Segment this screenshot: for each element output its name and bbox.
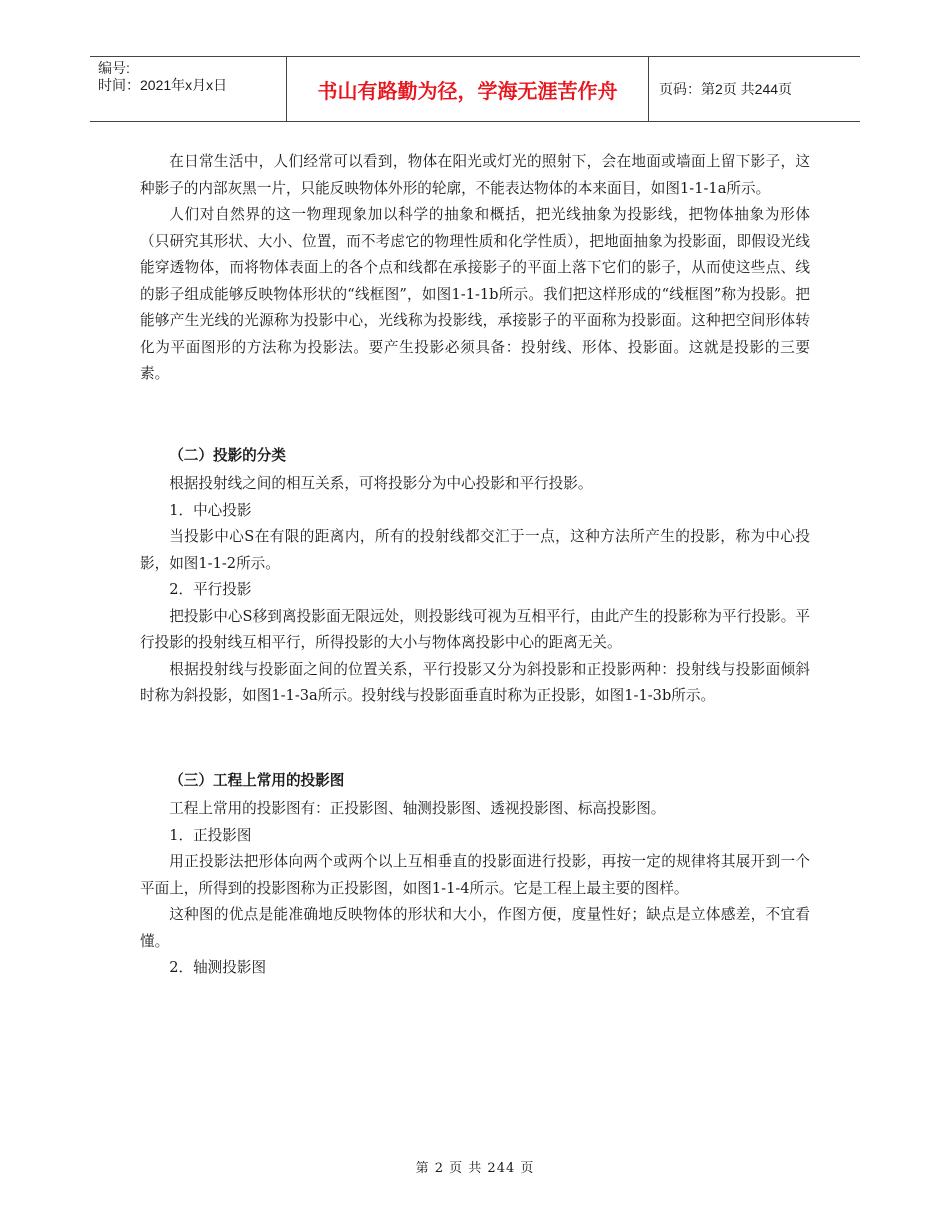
header-page-info: 页码：第2页 共244页 bbox=[659, 81, 793, 97]
list-item: 1．正投影图 bbox=[169, 826, 252, 844]
list-item: 2．平行投影 bbox=[169, 581, 252, 598]
document-body bbox=[140, 149, 810, 982]
paragraph: 用正投影法把形体向两个或两个以上互相垂直的投影面进行投影，再按一定的规律将其展开到一个平面上，所得到的投影图称为正投影图，如图1-1-4所示。它是工程上最主要的图样。 bbox=[140, 853, 810, 897]
header-meta bbox=[90, 57, 286, 121]
paragraph: 工程上常用的投影图有：正投影图、轴测投影图、透视投影图、标高投影图。 bbox=[169, 800, 666, 817]
section-heading: （二）投影的分类 bbox=[169, 446, 286, 464]
document-number-label: 编号: bbox=[98, 60, 130, 76]
paragraph: 根据投射线之间的相互关系，可将投影分为中心投影和平行投影。 bbox=[169, 475, 593, 492]
list-item: 1．中心投影 bbox=[169, 501, 252, 519]
list-item: 2．轴测投影图 bbox=[169, 959, 267, 976]
paragraph: 这种图的优点是能准确地反映物体的形状和大小，作图方便，度量性好；缺点是立体感差，不宜看懂。 bbox=[140, 906, 810, 950]
header-motto: 书山有路勤为径，学海无涯苦作舟 bbox=[286, 57, 649, 121]
paragraph: 把投影中心S移到离投影面无限远处，则投影线可视为互相平行，由此产生的投影称为平行投影。平行投影的投射线互相平行，所得投影的大小与物体离投影中心的距离无关。 bbox=[140, 607, 810, 651]
paragraph: 当投影中心S在有限的距离内，所有的投射线都交汇于一点，这种方法所产生的投影，称为中心投影，如图1-1-2所示。 bbox=[140, 528, 810, 572]
paragraph: 在日常生活中，人们经常可以看到，物体在阳光或灯光的照射下，会在地面或墙面上留下影子，这种影子的内部灰黑一片，只能反映物体外形的轮廓，不能表达物体的本来面目，如图1-1-1a所示。 bbox=[140, 153, 810, 197]
paragraph: 人们对自然界的这一物理现象加以科学的抽象和概括，把光线抽象为投影线，把物体抽象为形体（只研究其形状、大小、位置，而不考虑它的物理性质和化学性质），把地面抽象为投影面，即假设光线能穿透物体，而将物体表面上的各个点和线都在承接影子的平面上落下它们的影子，从而使这些点、线的影子组成能够反映物体形状的“线框图”，如图1-1-1b所示。我们把这样形成的“线框图”称为投影。把能够产生光线的光源称为投影中心，光线称为投影线，承接影子的平面称为投影面。这种把空间形体转化为平面图形的方法称为投影法。要产生投影必须具备：投射线、形体、投影面。这就是投影的三要素。 bbox=[140, 206, 810, 382]
page-footer: 第 2 页 共 244 页 bbox=[415, 1161, 535, 1176]
document-time-label: 时间：2021年x月x日 bbox=[98, 77, 228, 93]
section-heading: （三）工程上常用的投影图 bbox=[169, 771, 345, 789]
page-header bbox=[90, 56, 860, 122]
paragraph: 根据投射线与投影面之间的位置关系，平行投影又分为斜投影和正投影两种：投射线与投影面倾斜时称为斜投影，如图1-1-3a所示。投射线与投影面垂直时称为正投影，如图1-1-3b所示。 bbox=[140, 660, 810, 704]
